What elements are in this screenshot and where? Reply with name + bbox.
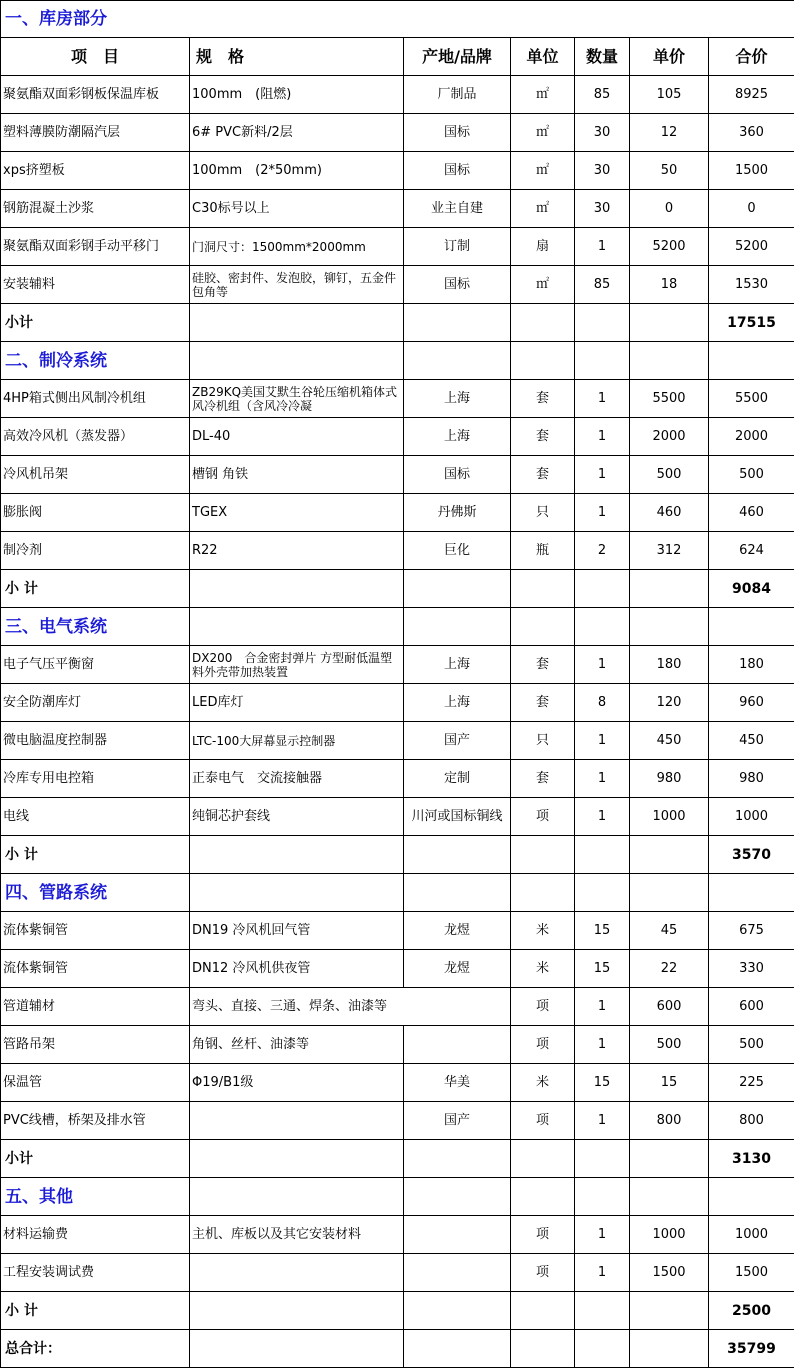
empty-cell <box>630 342 709 380</box>
section-title-row <box>1 874 794 912</box>
total-cell: 225 <box>709 1064 794 1102</box>
section-title-row <box>1 1 794 38</box>
price-cell: 0 <box>630 190 709 228</box>
brand-cell <box>404 1216 511 1254</box>
item-cell: xps挤塑板 <box>1 152 190 190</box>
unit-cell: ㎡ <box>511 114 575 152</box>
total-cell: 980 <box>709 760 794 798</box>
qty-cell: 1 <box>575 1254 630 1292</box>
spec-cell: 门洞尺寸：1500mm*2000mm <box>190 228 404 266</box>
table-row <box>1 912 794 950</box>
brand-cell: 国标 <box>404 266 511 304</box>
empty-cell <box>190 304 404 342</box>
qty-cell: 1 <box>575 722 630 760</box>
empty-cell <box>630 1140 709 1178</box>
brand-cell: 龙煜 <box>404 912 511 950</box>
qty-cell: 1 <box>575 646 630 684</box>
quotation-table-body <box>1 1 794 1368</box>
unit-cell: 米 <box>511 912 575 950</box>
price-cell: 980 <box>630 760 709 798</box>
unit-cell: ㎡ <box>511 266 575 304</box>
unit-cell: 项 <box>511 1216 575 1254</box>
section-title: 二、制冷系统 <box>1 342 190 380</box>
grand-total-value: 35799 <box>709 1330 794 1368</box>
item-cell: 安装辅料 <box>1 266 190 304</box>
table-row <box>1 646 794 684</box>
unit-cell: ㎡ <box>511 152 575 190</box>
price-cell: 460 <box>630 494 709 532</box>
empty-cell <box>190 608 404 646</box>
total-cell: 1500 <box>709 152 794 190</box>
spec-cell: 100mm (2*50mm) <box>190 152 404 190</box>
table-row <box>1 1254 794 1292</box>
qty-cell: 1 <box>575 228 630 266</box>
table-row <box>1 1216 794 1254</box>
total-cell: 500 <box>709 456 794 494</box>
header-row <box>1 38 794 76</box>
unit-cell: ㎡ <box>511 190 575 228</box>
header-total: 合价 <box>709 38 794 76</box>
unit-cell: 项 <box>511 798 575 836</box>
grand-total-label: 总合计： <box>1 1330 190 1368</box>
qty-cell: 1 <box>575 798 630 836</box>
table-row <box>1 532 794 570</box>
price-cell: 180 <box>630 646 709 684</box>
total-cell: 2000 <box>709 418 794 456</box>
item-cell: 流体紫铜管 <box>1 912 190 950</box>
empty-cell <box>404 836 511 874</box>
empty-cell <box>575 1140 630 1178</box>
brand-cell: 定制 <box>404 760 511 798</box>
brand-cell: 厂制品 <box>404 76 511 114</box>
empty-cell <box>190 874 404 912</box>
price-cell: 450 <box>630 722 709 760</box>
item-cell: 材料运输费 <box>1 1216 190 1254</box>
table-row <box>1 190 794 228</box>
header-spec: 规 格 <box>190 38 404 76</box>
brand-cell: 国标 <box>404 456 511 494</box>
header-price: 单价 <box>630 38 709 76</box>
section-title: 三、电气系统 <box>1 608 190 646</box>
spec-cell: DX200 合金密封弹片 方型耐低温塑料外壳带加热装置 <box>190 646 404 684</box>
spec-cell: TGEX <box>190 494 404 532</box>
item-cell: 安全防潮库灯 <box>1 684 190 722</box>
total-cell: 180 <box>709 646 794 684</box>
spec-cell: LTC-100大屏幕显示控制器 <box>190 722 404 760</box>
table-row <box>1 228 794 266</box>
subtotal-row <box>1 570 794 608</box>
qty-cell: 15 <box>575 950 630 988</box>
qty-cell: 1 <box>575 1216 630 1254</box>
price-cell: 105 <box>630 76 709 114</box>
brand-cell: 川河或国标铜线 <box>404 798 511 836</box>
empty-cell <box>190 1292 404 1330</box>
item-cell: 工程安装调试费 <box>1 1254 190 1292</box>
brand-cell <box>404 1026 511 1064</box>
empty-cell <box>404 1292 511 1330</box>
subtotal-value: 17515 <box>709 304 794 342</box>
subtotal-row <box>1 1292 794 1330</box>
qty-cell: 85 <box>575 76 630 114</box>
brand-cell: 上海 <box>404 418 511 456</box>
empty-cell <box>630 1178 709 1216</box>
unit-cell: 项 <box>511 1102 575 1140</box>
price-cell: 1000 <box>630 1216 709 1254</box>
empty-cell <box>630 570 709 608</box>
subtotal-label: 小 计 <box>1 570 190 608</box>
empty-cell <box>190 836 404 874</box>
spec-cell: DL-40 <box>190 418 404 456</box>
header-unit: 单位 <box>511 38 575 76</box>
spec-cell: DN12 冷风机供夜管 <box>190 950 404 988</box>
empty-cell <box>404 342 511 380</box>
spec-cell: 角钢、丝杆、油漆等 <box>190 1026 404 1064</box>
qty-cell: 2 <box>575 532 630 570</box>
qty-cell: 30 <box>575 190 630 228</box>
price-cell: 50 <box>630 152 709 190</box>
qty-cell: 1 <box>575 1026 630 1064</box>
empty-cell <box>575 1178 630 1216</box>
empty-cell <box>511 1330 575 1368</box>
item-cell: 电子气压平衡窗 <box>1 646 190 684</box>
table-row <box>1 456 794 494</box>
table-row <box>1 1102 794 1140</box>
spec-cell: 硅胶、密封件、发泡胶，铆钉，五金件包角等 <box>190 266 404 304</box>
qty-cell: 1 <box>575 456 630 494</box>
brand-cell: 国标 <box>404 152 511 190</box>
empty-cell <box>575 836 630 874</box>
empty-cell <box>511 874 575 912</box>
header-brand: 产地/品牌 <box>404 38 511 76</box>
empty-cell <box>511 1140 575 1178</box>
table-row <box>1 988 794 1026</box>
subtotal-value: 2500 <box>709 1292 794 1330</box>
empty-cell <box>404 1330 511 1368</box>
qty-cell: 15 <box>575 1064 630 1102</box>
qty-cell: 85 <box>575 266 630 304</box>
unit-cell: 套 <box>511 646 575 684</box>
unit-cell: 项 <box>511 1026 575 1064</box>
brand-cell: 国标 <box>404 114 511 152</box>
total-cell: 0 <box>709 190 794 228</box>
unit-cell: 项 <box>511 1254 575 1292</box>
table-row <box>1 798 794 836</box>
empty-cell <box>404 304 511 342</box>
qty-cell: 1 <box>575 760 630 798</box>
qty-cell: 30 <box>575 114 630 152</box>
qty-cell: 30 <box>575 152 630 190</box>
brand-cell: 丹佛斯 <box>404 494 511 532</box>
price-cell: 15 <box>630 1064 709 1102</box>
price-cell: 1500 <box>630 1254 709 1292</box>
item-cell: 制冷剂 <box>1 532 190 570</box>
unit-cell: 套 <box>511 684 575 722</box>
qty-cell: 1 <box>575 988 630 1026</box>
empty-cell <box>404 570 511 608</box>
total-cell: 460 <box>709 494 794 532</box>
spec-cell: 正泰电气 交流接触器 <box>190 760 404 798</box>
unit-cell: 套 <box>511 418 575 456</box>
total-cell: 675 <box>709 912 794 950</box>
table-row <box>1 684 794 722</box>
price-cell: 12 <box>630 114 709 152</box>
section-title: 四、管路系统 <box>1 874 190 912</box>
price-cell: 2000 <box>630 418 709 456</box>
brand-cell: 龙煜 <box>404 950 511 988</box>
section-title-row <box>1 342 794 380</box>
total-cell: 960 <box>709 684 794 722</box>
total-cell: 1500 <box>709 1254 794 1292</box>
subtotal-row <box>1 836 794 874</box>
price-cell: 1000 <box>630 798 709 836</box>
price-cell: 22 <box>630 950 709 988</box>
table-row <box>1 152 794 190</box>
table-row <box>1 76 794 114</box>
empty-cell <box>709 1178 794 1216</box>
brand-cell: 巨化 <box>404 532 511 570</box>
item-cell: 4HP箱式侧出风制冷机组 <box>1 380 190 418</box>
unit-cell: 米 <box>511 950 575 988</box>
section-title-row <box>1 1178 794 1216</box>
empty-cell <box>511 608 575 646</box>
empty-cell <box>575 570 630 608</box>
brand-cell: 订制 <box>404 228 511 266</box>
item-cell: 管路吊架 <box>1 1026 190 1064</box>
item-cell: 高效冷风机（蒸发器） <box>1 418 190 456</box>
total-cell: 450 <box>709 722 794 760</box>
price-cell: 312 <box>630 532 709 570</box>
spec-cell <box>190 1102 404 1140</box>
empty-cell <box>190 570 404 608</box>
empty-cell <box>575 304 630 342</box>
spec-cell: 6# PVC新料/2层 <box>190 114 404 152</box>
price-cell: 5200 <box>630 228 709 266</box>
table-row <box>1 266 794 304</box>
empty-cell <box>404 1178 511 1216</box>
empty-cell <box>404 608 511 646</box>
price-cell: 18 <box>630 266 709 304</box>
table-row <box>1 760 794 798</box>
brand-cell: 华美 <box>404 1064 511 1102</box>
item-cell: 冷库专用电控箱 <box>1 760 190 798</box>
empty-cell <box>575 608 630 646</box>
empty-cell <box>511 570 575 608</box>
item-cell: 流体紫铜管 <box>1 950 190 988</box>
table-row <box>1 418 794 456</box>
qty-cell: 1 <box>575 380 630 418</box>
empty-cell <box>511 836 575 874</box>
brand-cell: 上海 <box>404 380 511 418</box>
header-qty: 数量 <box>575 38 630 76</box>
price-cell: 5500 <box>630 380 709 418</box>
empty-cell <box>511 304 575 342</box>
qty-cell: 1 <box>575 494 630 532</box>
unit-cell: 套 <box>511 760 575 798</box>
empty-cell <box>630 874 709 912</box>
unit-cell: 套 <box>511 456 575 494</box>
empty-cell <box>190 1178 404 1216</box>
total-cell: 500 <box>709 1026 794 1064</box>
empty-cell <box>190 342 404 380</box>
price-cell: 600 <box>630 988 709 1026</box>
spec-cell: Φ19/B1级 <box>190 1064 404 1102</box>
table-row <box>1 114 794 152</box>
empty-cell <box>630 304 709 342</box>
subtotal-label: 小 计 <box>1 1292 190 1330</box>
item-cell: 聚氨酯双面彩钢手动平移门 <box>1 228 190 266</box>
price-cell: 800 <box>630 1102 709 1140</box>
unit-cell: 瓶 <box>511 532 575 570</box>
empty-cell <box>575 1330 630 1368</box>
spec-cell: R22 <box>190 532 404 570</box>
section-title-row <box>1 608 794 646</box>
item-cell: 钢筋混凝土沙浆 <box>1 190 190 228</box>
table-row <box>1 1026 794 1064</box>
brand-cell: 国产 <box>404 1102 511 1140</box>
total-cell: 5500 <box>709 380 794 418</box>
price-cell: 500 <box>630 456 709 494</box>
brand-cell <box>404 1254 511 1292</box>
qty-cell: 15 <box>575 912 630 950</box>
header-item: 项 目 <box>1 38 190 76</box>
empty-cell <box>511 342 575 380</box>
item-cell: 电线 <box>1 798 190 836</box>
item-cell: 微电脑温度控制器 <box>1 722 190 760</box>
subtotal-row <box>1 1140 794 1178</box>
spec-cell: 主机、库板以及其它安装材料 <box>190 1216 404 1254</box>
empty-cell <box>511 1292 575 1330</box>
total-cell: 330 <box>709 950 794 988</box>
subtotal-value: 3130 <box>709 1140 794 1178</box>
empty-cell <box>709 342 794 380</box>
item-cell: 聚氨酯双面彩钢板保温库板 <box>1 76 190 114</box>
spec-cell: LED库灯 <box>190 684 404 722</box>
empty-cell <box>190 1140 404 1178</box>
qty-cell: 8 <box>575 684 630 722</box>
table-row <box>1 950 794 988</box>
unit-cell: 扇 <box>511 228 575 266</box>
unit-cell: 只 <box>511 494 575 532</box>
brand-cell: 上海 <box>404 684 511 722</box>
unit-cell: ㎡ <box>511 76 575 114</box>
brand-cell: 上海 <box>404 646 511 684</box>
item-cell: 管道辅材 <box>1 988 190 1026</box>
qty-cell: 1 <box>575 1102 630 1140</box>
subtotal-row <box>1 304 794 342</box>
empty-cell <box>404 874 511 912</box>
section-title: 一、库房部分 <box>1 1 794 38</box>
table-row <box>1 722 794 760</box>
empty-cell <box>630 608 709 646</box>
empty-cell <box>404 1140 511 1178</box>
empty-cell <box>630 1330 709 1368</box>
qty-cell: 1 <box>575 418 630 456</box>
subtotal-label: 小计 <box>1 1140 190 1178</box>
brand-cell: 国产 <box>404 722 511 760</box>
empty-cell <box>630 836 709 874</box>
total-cell: 800 <box>709 1102 794 1140</box>
item-cell: 膨胀阀 <box>1 494 190 532</box>
spec-cell: 100mm (阻燃) <box>190 76 404 114</box>
subtotal-value: 9084 <box>709 570 794 608</box>
unit-cell: 套 <box>511 380 575 418</box>
table-row <box>1 1064 794 1102</box>
price-cell: 45 <box>630 912 709 950</box>
brand-cell: 业主自建 <box>404 190 511 228</box>
total-cell: 8925 <box>709 76 794 114</box>
spec-cell: 槽钢 角铁 <box>190 456 404 494</box>
item-cell: 冷风机吊架 <box>1 456 190 494</box>
spec-cell: ZB29KQ美国艾默生谷轮压缩机箱体式风冷机组（含风冷冷凝 <box>190 380 404 418</box>
empty-cell <box>190 1330 404 1368</box>
price-cell: 500 <box>630 1026 709 1064</box>
subtotal-label: 小计 <box>1 304 190 342</box>
total-cell: 5200 <box>709 228 794 266</box>
empty-cell <box>575 874 630 912</box>
spec-cell: DN19 冷风机回气管 <box>190 912 404 950</box>
spec-cell: C30标号以上 <box>190 190 404 228</box>
subtotal-value: 3570 <box>709 836 794 874</box>
total-cell: 1530 <box>709 266 794 304</box>
empty-cell <box>709 874 794 912</box>
total-cell: 624 <box>709 532 794 570</box>
grand-total-row <box>1 1330 794 1368</box>
unit-cell: 米 <box>511 1064 575 1102</box>
empty-cell <box>511 1178 575 1216</box>
table-row <box>1 380 794 418</box>
empty-cell <box>709 608 794 646</box>
total-cell: 600 <box>709 988 794 1026</box>
table-row <box>1 494 794 532</box>
price-cell: 120 <box>630 684 709 722</box>
item-cell: PVC线槽，桥架及排水管 <box>1 1102 190 1140</box>
empty-cell <box>575 1292 630 1330</box>
spec-cell: 弯头、直接、三通、焊条、油漆等 <box>190 988 511 1026</box>
total-cell: 360 <box>709 114 794 152</box>
subtotal-label: 小 计 <box>1 836 190 874</box>
total-cell: 1000 <box>709 1216 794 1254</box>
section-title: 五、其他 <box>1 1178 190 1216</box>
total-cell: 1000 <box>709 798 794 836</box>
unit-cell: 只 <box>511 722 575 760</box>
empty-cell <box>630 1292 709 1330</box>
empty-cell <box>575 342 630 380</box>
item-cell: 保温管 <box>1 1064 190 1102</box>
spec-cell <box>190 1254 404 1292</box>
spec-cell: 纯铜芯护套线 <box>190 798 404 836</box>
unit-cell: 项 <box>511 988 575 1026</box>
item-cell: 塑料薄膜防潮隔汽层 <box>1 114 190 152</box>
